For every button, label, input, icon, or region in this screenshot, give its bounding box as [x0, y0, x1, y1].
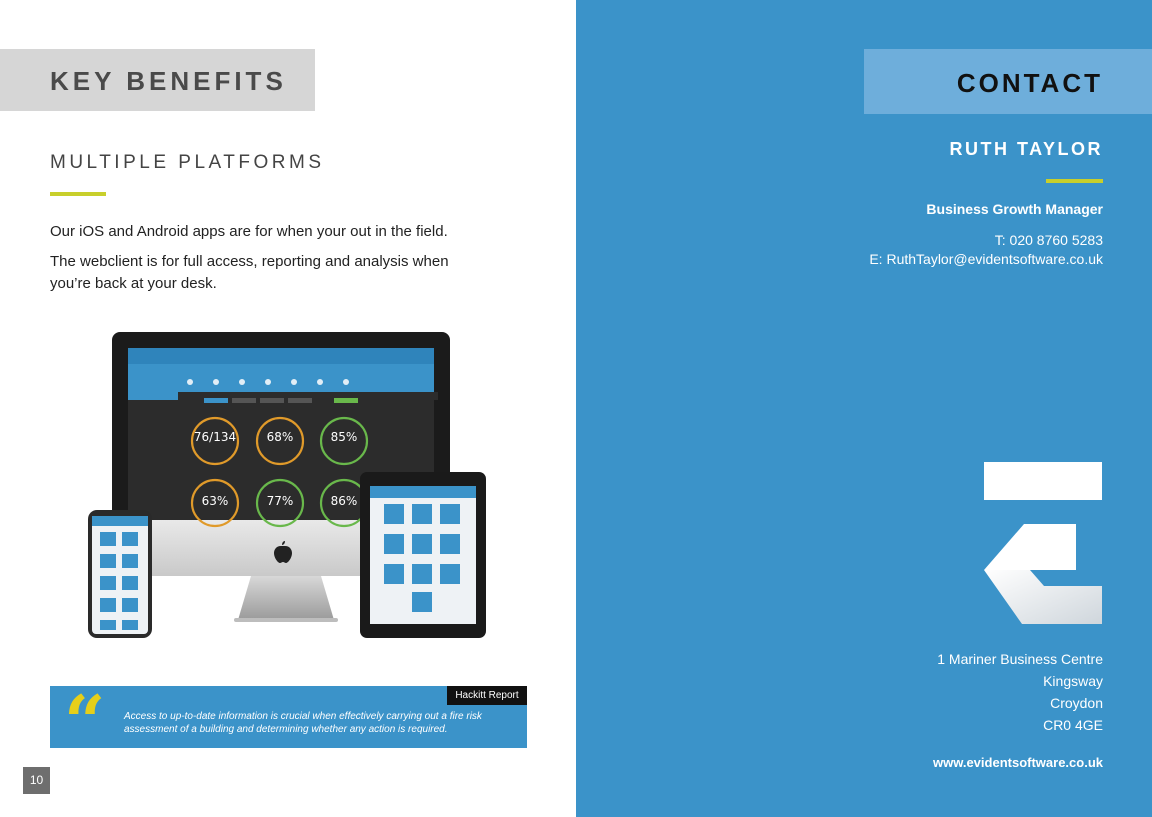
gauge-value-4: 63%	[201, 494, 229, 508]
accent-rule-right	[1046, 179, 1103, 183]
website-link[interactable]: www.evidentsoftware.co.uk	[932, 755, 1103, 770]
body-paragraph-2: The webclient is for full access, reporting and analysis when you’re back at your desk.	[50, 253, 449, 292]
gauge-value-2: 68%	[266, 430, 294, 444]
gauge-value-3: 85%	[330, 430, 358, 444]
contact-phone: T: 020 8760 5283	[994, 232, 1103, 248]
section-title: KEY BENEFITS	[50, 66, 287, 96]
accent-rule	[50, 192, 106, 196]
body-paragraph-1: Our iOS and Android apps are for when your out in the field.	[50, 223, 448, 240]
contact-role: Business Growth Manager	[926, 201, 1103, 217]
address-line-3: Croydon	[1050, 695, 1103, 711]
quote-mark-icon: “	[64, 679, 106, 764]
address-line-1: 1 Mariner Business Centre	[937, 651, 1103, 667]
quote-source-label: Hackitt Report	[447, 686, 527, 705]
section-subtitle: MULTIPLE PLATFORMS	[50, 152, 325, 173]
quote-text: Access to up-to-date information is crucial when effectively carrying out a fire risk assessment of a building and determining whether any action is required.	[124, 711, 482, 735]
devices-illustration	[86, 330, 486, 648]
contact-title: CONTACT	[956, 68, 1103, 98]
contact-name: RUTH TAYLOR	[949, 139, 1103, 159]
page-number: 10	[23, 767, 50, 794]
gauge-value-1: 76/134	[193, 430, 237, 444]
gauge-value-6: 86%	[330, 494, 358, 508]
contact-email[interactable]: E: RuthTaylor@evidentsoftware.co.uk	[869, 251, 1103, 267]
gauge-value-5: 77%	[266, 494, 294, 508]
address-line-2: Kingsway	[1043, 673, 1103, 689]
company-logo-icon	[982, 460, 1104, 626]
address-line-4: CR0 4GE	[1043, 717, 1103, 733]
